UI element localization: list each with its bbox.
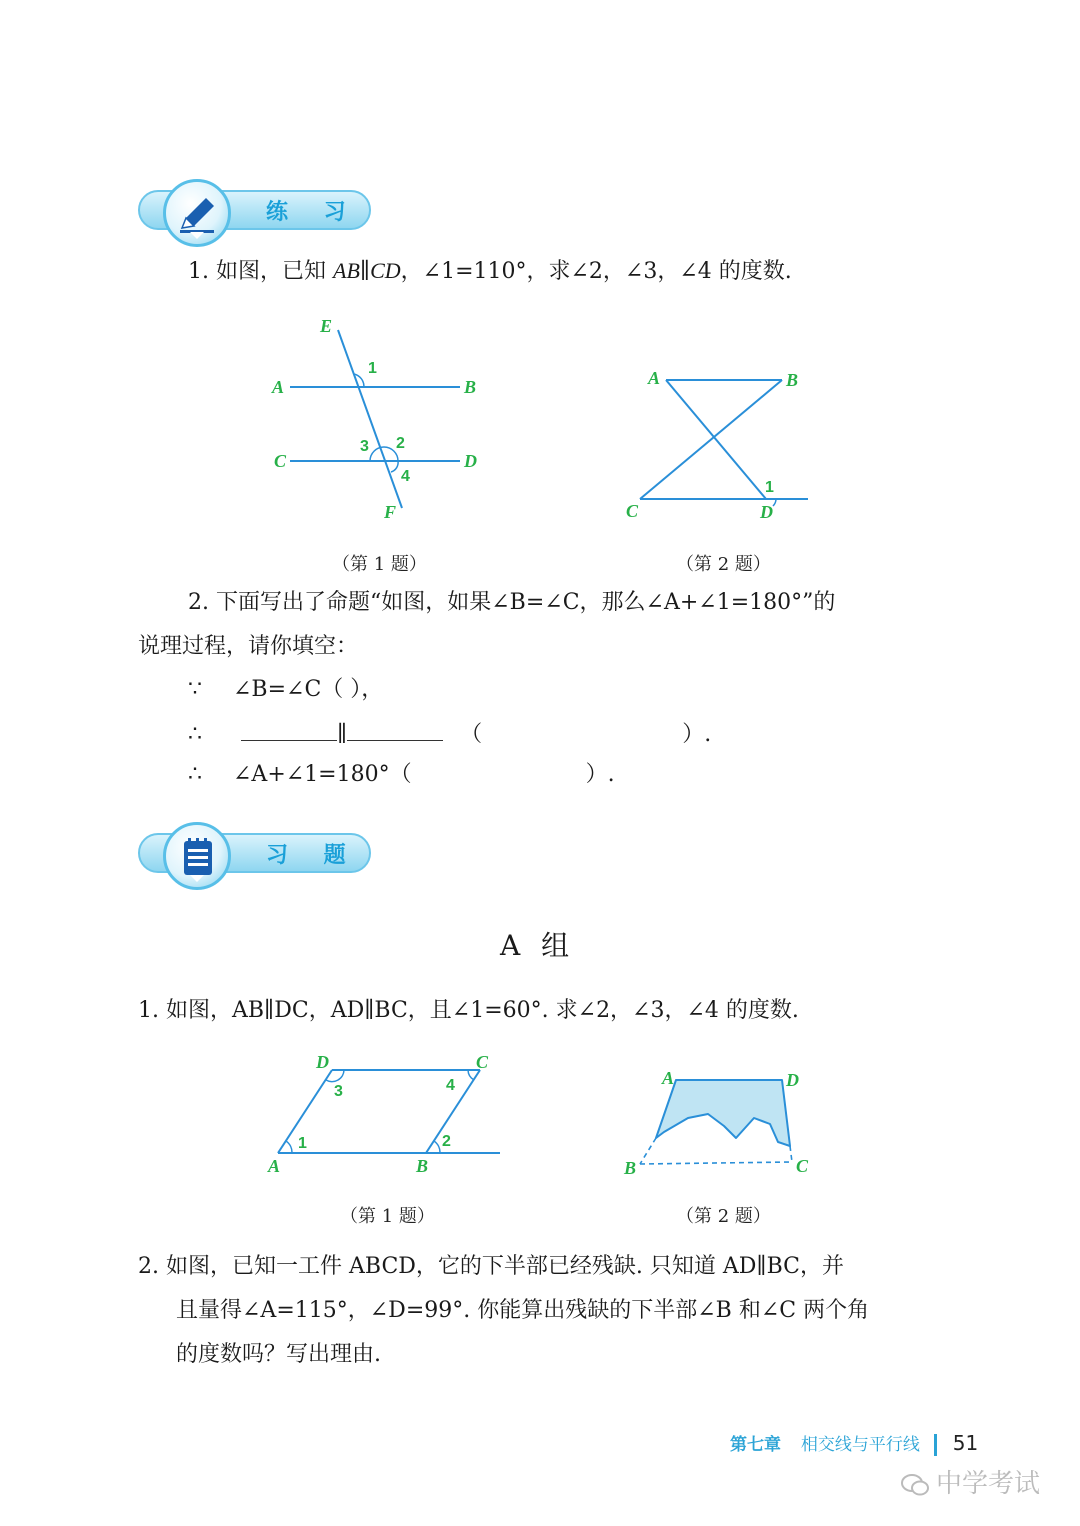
exercise-q2-line2: 且量得∠A=115°，∠D=99°. 你能算出残缺的下半部∠B 和∠C 两个角 — [176, 1298, 870, 1323]
paren: ）. — [682, 722, 712, 747]
label-a: A — [662, 1068, 675, 1088]
angle-4-arc — [468, 1070, 474, 1080]
angle-label-1: 1 — [368, 360, 377, 377]
angle-4-arc — [391, 461, 398, 472]
exercise-banner — [138, 826, 373, 884]
exercise-figure-2 — [620, 1058, 820, 1188]
angle-label-1: 1 — [298, 1135, 307, 1152]
proof-text: ∠A+∠1=180°（ — [233, 762, 412, 787]
segment-bc — [640, 380, 782, 499]
practice-q2-line2: 说理过程，请你填空： — [138, 634, 359, 659]
practice-banner-label: 练 习 — [266, 200, 360, 225]
label-a: A — [648, 368, 661, 388]
q-number: 1. — [138, 998, 159, 1023]
label-f: F — [384, 502, 397, 522]
angle-label-2: 2 — [442, 1133, 451, 1150]
practice-q2-line1 — [188, 588, 835, 618]
chapter-title: 相交线与平行线 — [800, 1435, 920, 1455]
blank-field[interactable] — [241, 718, 337, 741]
watermark-text: 中学考试 — [936, 1469, 1041, 1499]
proof-step-2 — [188, 718, 711, 750]
practice-figure-2 — [620, 360, 820, 530]
exercise-q2-line1 — [138, 1252, 844, 1282]
angle-label-2: 2 — [396, 435, 405, 452]
label-b: B — [786, 370, 799, 390]
therefore-symbol: ∴ — [188, 722, 202, 747]
dashed-dc — [790, 1146, 792, 1162]
watermark — [900, 1463, 1040, 1500]
practice-q1 — [188, 256, 792, 287]
exercise-q2-line3: 的度数吗？写出理由. — [176, 1342, 381, 1367]
label-d: D — [786, 1070, 799, 1090]
workpiece-shape — [656, 1080, 790, 1146]
label-a: A — [268, 1156, 281, 1176]
page-footer — [730, 1430, 978, 1456]
practice-fig1-caption: （第 1 题） — [332, 554, 427, 575]
pencil-icon — [176, 192, 220, 236]
exercise-banner-label: 习 题 — [266, 843, 360, 868]
label-b: B — [624, 1158, 637, 1178]
exercise-fig1-caption: （第 1 题） — [340, 1206, 435, 1227]
angle-label-3: 3 — [334, 1083, 343, 1100]
q-text: ，∠1=110°，求∠2，∠3，∠4 的度数. — [400, 259, 792, 284]
label-d: D — [316, 1052, 329, 1072]
group-heading: A 组 — [500, 929, 576, 962]
practice-banner — [138, 183, 373, 241]
angle-1-arc — [286, 1141, 292, 1153]
banner-pointer — [190, 232, 204, 239]
label-d: D — [760, 502, 773, 522]
angle-1-arc — [773, 499, 776, 506]
label-a: A — [272, 377, 285, 397]
q-text: CD — [370, 258, 401, 283]
proof-step-1 — [188, 675, 383, 705]
practice-fig2-caption: （第 2 题） — [676, 554, 771, 575]
because-symbol: ∵ — [188, 677, 202, 702]
blank-field[interactable] — [347, 718, 443, 741]
exercise-figure-1 — [262, 1048, 512, 1183]
q-text: AB — [333, 258, 360, 283]
label-c: C — [626, 501, 639, 521]
label-c: C — [476, 1052, 489, 1072]
q-number: 2. — [138, 1254, 159, 1279]
parallel-symbol: ∥ — [359, 259, 371, 284]
notepad-icon — [176, 835, 220, 879]
wechat-icon — [900, 1472, 930, 1498]
label-c: C — [274, 451, 287, 471]
q-text: 如图，AB∥DC，AD∥BC，且∠1=60°. 求∠2，∠3，∠4 的度数. — [166, 998, 799, 1023]
chapter-label: 第七章 — [730, 1435, 781, 1455]
label-b: B — [464, 377, 477, 397]
q-text: 如图，已知 — [216, 259, 327, 284]
proof-text: ∠B=∠C（ ）， — [233, 677, 384, 702]
angle-label-1: 1 — [765, 479, 774, 496]
q-text: 如图，已知一工件 ABCD，它的下半部已经残缺. 只知道 AD∥BC，并 — [166, 1254, 845, 1279]
q-number: 1. — [188, 259, 209, 284]
label-e: E — [320, 316, 333, 336]
transversal-ef — [338, 330, 402, 508]
angle-label-4: 4 — [446, 1077, 455, 1094]
q-number: 2. — [188, 590, 209, 615]
q-text: 下面写出了命题“如图，如果∠B=∠C，那么∠A+∠1=180°”的 — [216, 590, 836, 615]
exercise-q1 — [138, 996, 799, 1026]
dashed-ab — [640, 1138, 656, 1164]
dashed-bc — [640, 1162, 792, 1164]
page-number: 51 — [952, 1431, 979, 1455]
label-d: D — [464, 451, 477, 471]
angle-2-arc — [434, 1141, 440, 1153]
paren: （ — [460, 722, 483, 747]
label-b: B — [416, 1156, 429, 1176]
angle-label-4: 4 — [401, 468, 410, 485]
proof-step-3 — [188, 760, 615, 790]
exercise-fig2-caption: （第 2 题） — [676, 1206, 771, 1227]
paren: ）. — [585, 762, 615, 787]
footer-divider — [934, 1434, 937, 1456]
therefore-symbol: ∴ — [188, 762, 202, 787]
banner-pointer — [190, 875, 204, 882]
practice-figure-1 — [260, 310, 500, 530]
parallel-symbol: ∥ — [337, 722, 348, 747]
label-c: C — [796, 1156, 809, 1176]
segment-ad — [666, 380, 766, 499]
angle-label-3: 3 — [360, 438, 369, 455]
